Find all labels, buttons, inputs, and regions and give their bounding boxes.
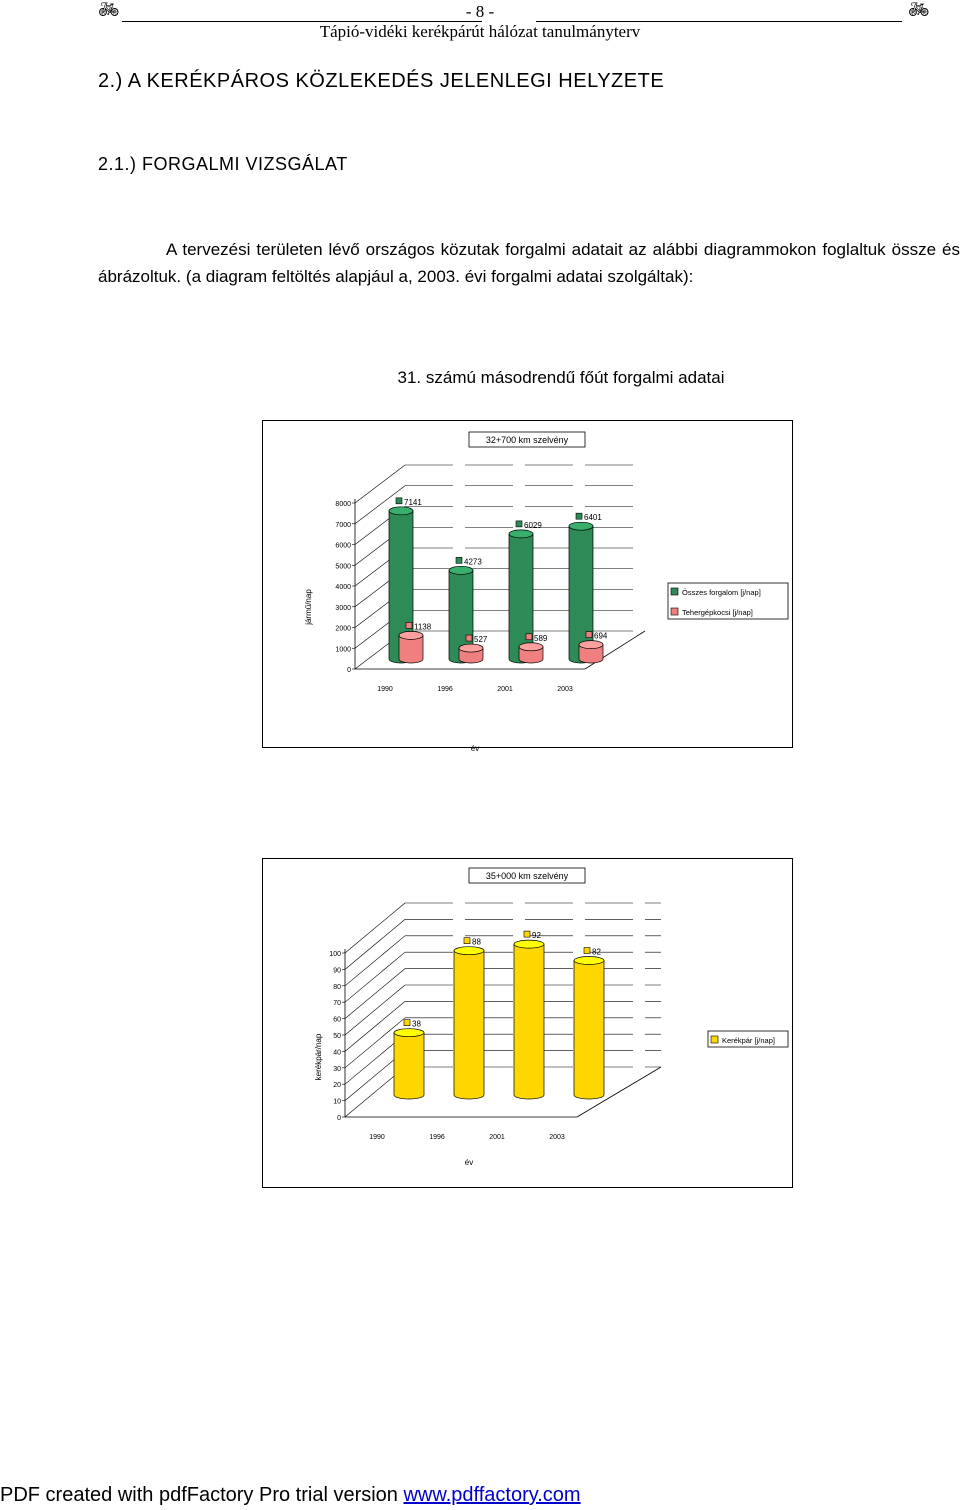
chart-title: 32+700 km szelvény — [485, 435, 569, 445]
data-label: 6401 — [584, 513, 602, 523]
data-label-key — [586, 632, 592, 638]
gridline-depth — [345, 969, 405, 1019]
bar-top — [449, 566, 473, 574]
bar-top — [454, 947, 484, 955]
data-label-key — [404, 1020, 410, 1026]
intro-text-2: (a diagram feltöltés alapjául a, 2003. évi forgalmi adatai szolgáltak): — [185, 267, 694, 286]
pdf-footer — [0, 1484, 581, 1507]
gridline-depth — [345, 903, 405, 953]
legend-swatch — [671, 588, 678, 595]
data-label: 92 — [532, 931, 541, 941]
data-label: 88 — [472, 937, 481, 947]
y-tick-label: 10 — [333, 1098, 341, 1106]
data-label-key — [466, 635, 472, 641]
data-label-key — [464, 938, 470, 944]
y-tick-label: 60 — [333, 1016, 341, 1024]
y-tick-label: 5000 — [335, 563, 351, 571]
y-tick-label: 0 — [337, 1115, 341, 1122]
data-label-key — [584, 948, 590, 954]
data-label: 527 — [474, 635, 488, 645]
bar-top — [569, 522, 593, 530]
data-label: 38 — [412, 1019, 421, 1029]
x-tick-label: 1996 — [429, 1134, 445, 1141]
y-tick-label: 8000 — [335, 501, 351, 508]
data-label-key — [406, 622, 412, 628]
bar-top — [579, 641, 603, 649]
footer-link[interactable]: www.pdffactory.com — [403, 1484, 581, 1506]
data-label: 589 — [534, 633, 548, 643]
data-label-key — [576, 513, 582, 519]
bar-primary — [574, 961, 604, 1099]
bicycle-icon: 🚲︎ — [908, 0, 930, 20]
data-label: 1138 — [414, 622, 432, 632]
gridline-depth — [345, 919, 405, 969]
data-label-key — [526, 634, 532, 640]
legend-swatch — [671, 608, 678, 615]
x-tick-label: 2001 — [497, 686, 513, 693]
x-axis-label: év — [470, 744, 480, 753]
bar-primary — [454, 951, 484, 1099]
data-label-key — [524, 931, 530, 937]
data-label-key — [516, 521, 522, 527]
y-tick-label: 20 — [333, 1082, 341, 1090]
gridline-depth — [345, 952, 405, 1002]
y-tick-label: 0 — [347, 667, 351, 674]
x-tick-label: 2003 — [557, 686, 573, 693]
chart-2-frame — [262, 858, 793, 1188]
y-tick-label: 4000 — [335, 584, 351, 591]
x-tick-label: 1996 — [437, 686, 453, 693]
legend-swatch — [711, 1036, 718, 1043]
y-tick-label: 100 — [329, 951, 341, 958]
y-tick-label: 80 — [333, 983, 341, 991]
footer-text: PDF created with pdfFactory Pro trial version — [0, 1484, 404, 1506]
data-label: 82 — [592, 947, 601, 957]
y-tick-label: 7000 — [335, 521, 351, 529]
section-title: 2.) A KERÉKPÁROS KÖZLEKEDÉS JELENLEGI HELYZETE — [98, 70, 665, 92]
data-label: 6029 — [524, 520, 542, 530]
traffic-chart — [263, 421, 792, 753]
bar-top — [514, 940, 544, 948]
subsection-title: 2.1.) FORGALMI VIZSGÁLAT — [98, 154, 348, 174]
bar-top — [574, 957, 604, 965]
bar-top — [399, 631, 423, 639]
gridline-depth — [345, 936, 405, 986]
chart-title: 35+000 km szelvény — [485, 871, 569, 881]
y-tick-label: 90 — [333, 967, 341, 975]
intro-paragraph — [98, 236, 960, 290]
x-tick-label: 1990 — [369, 1134, 385, 1141]
y-axis-label: jármű/nap — [304, 589, 313, 625]
bar-top — [459, 644, 483, 652]
gridline-depth — [345, 985, 405, 1035]
chart-heading: 31. számú másodrendű főút forgalmi adatai — [397, 368, 725, 387]
y-tick-label: 1000 — [335, 646, 351, 654]
y-tick-label: 50 — [333, 1033, 341, 1040]
legend-label: Tehergépkocsi [j/nap] — [682, 608, 753, 617]
bar-top — [394, 1029, 424, 1037]
x-tick-label: 2003 — [549, 1134, 565, 1141]
y-tick-label: 2000 — [335, 625, 351, 633]
data-label: 7141 — [404, 497, 422, 507]
legend-label: Kerékpár [j/nap] — [722, 1036, 775, 1045]
y-axis-label: kerékpár/nap — [314, 1033, 323, 1081]
y-tick-label: 70 — [333, 1000, 341, 1008]
bicycle-icon: 🚲︎ — [98, 0, 120, 20]
data-label-key — [456, 557, 462, 563]
y-tick-label: 30 — [333, 1065, 341, 1073]
bar-primary — [514, 944, 544, 1099]
bar-top — [509, 530, 533, 538]
chart-1-frame — [262, 420, 793, 753]
intro-text-1: A tervezési területen lévő országos közutak forgalmi adatait az alábbi diagrammokon foglaltuk össze és ábrázoltuk. — [98, 240, 960, 286]
data-label: 4273 — [464, 557, 482, 567]
bar-primary — [394, 1033, 424, 1099]
bicycle-chart — [263, 859, 792, 1187]
document-subtitle: Tápió-vidéki kerékpárút hálózat tanulmányterv — [319, 22, 641, 41]
x-axis-label: év — [464, 1158, 474, 1167]
bar-top — [389, 507, 413, 515]
y-tick-label: 40 — [333, 1049, 341, 1057]
data-label-key — [396, 498, 402, 504]
y-tick-label: 3000 — [335, 604, 351, 612]
data-label: 694 — [594, 631, 608, 641]
gridline-depth — [355, 465, 405, 503]
x-tick-label: 1990 — [377, 686, 393, 693]
page-number: - 8 - — [465, 2, 495, 21]
x-tick-label: 2001 — [489, 1134, 505, 1141]
bar-top — [519, 643, 543, 651]
legend-label: Összes forgalom [j/nap] — [682, 588, 761, 597]
y-tick-label: 6000 — [335, 542, 351, 550]
